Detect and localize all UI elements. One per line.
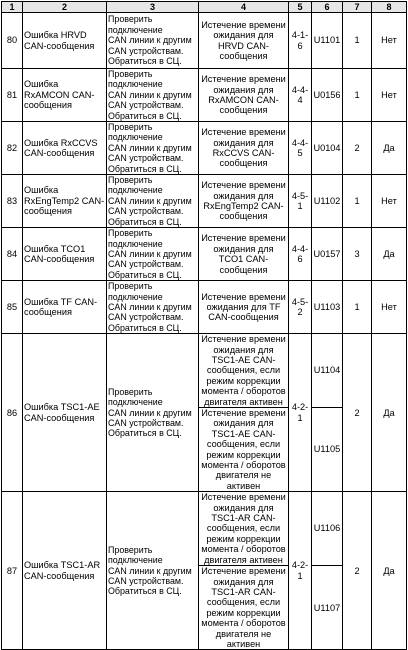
table-row — [2, 281, 407, 334]
table-row — [2, 13, 407, 69]
column-header: 2 — [23, 2, 107, 13]
recommendation-line: CAN устройствам. — [108, 576, 184, 586]
recommendation-line: CAN устройствам. — [108, 45, 184, 56]
blink-code: 4-4-5 — [289, 122, 312, 175]
recommendation-line: Проверить — [108, 544, 153, 555]
fault-condition-active: Истечение времени ожидания для TSC1-AE CAN-сообщения, если режим коррекции момента / оборотов двигателя активен — [199, 334, 289, 408]
recommendation-line: Обратиться в СЦ. — [108, 269, 182, 280]
dtc-code: U0156 — [312, 69, 343, 122]
recommendation-line: Обратиться в СЦ. — [108, 322, 182, 333]
fault-code-table — [1, 1, 407, 650]
recommendation-line: Проверить — [108, 281, 153, 292]
row-number: 86 — [2, 334, 23, 492]
recommendation-line: Проверить — [108, 14, 153, 25]
recommendation-line: Проверить — [108, 69, 153, 79]
dtc-code: U1103 — [312, 281, 343, 334]
row-number: 80 — [2, 13, 23, 69]
column-header: 4 — [199, 2, 289, 13]
dtc-code: U0157 — [312, 228, 343, 281]
fault-condition-inactive: Истечение времени ожидания для TSC1-AE CAN-сообщения, если режим коррекции момента / оборотов двигателя не активен — [199, 408, 289, 492]
table-row — [2, 334, 407, 408]
recommendation-line: подключение — [108, 555, 163, 566]
severity-level: 1 — [343, 13, 372, 69]
dtc-code-active: U1104 — [312, 334, 343, 408]
severity-level: 2 — [343, 492, 372, 650]
severity-level: 1 — [343, 175, 372, 228]
stop-flag: Нет — [372, 69, 407, 122]
recommendation-line: CAN линии к другим — [108, 248, 192, 259]
severity-level: 1 — [343, 281, 372, 334]
severity-level: 1 — [343, 69, 372, 122]
dtc-code-inactive: U1107 — [312, 566, 343, 650]
dtc-code: U0104 — [312, 122, 343, 175]
recommendation-line: подключение — [108, 185, 163, 196]
stop-flag: Нет — [372, 281, 407, 334]
recommendation-line: CAN устройствам. — [108, 206, 184, 217]
recommendation — [107, 228, 199, 281]
fault-name: Ошибка RxAMCON CAN-сообщения — [23, 69, 107, 122]
recommendation-line: CAN линии к другим — [108, 142, 192, 153]
blink-code: 4-2-1 — [289, 334, 312, 492]
table-row — [2, 228, 407, 281]
recommendation-line: Обратиться в СЦ. — [108, 56, 182, 67]
recommendation-line: подключение — [108, 397, 163, 408]
fault-condition: Истечение времени ожидания для RxEngTemp2 CAN-сообщения — [199, 175, 289, 228]
recommendation-line: подключение — [108, 24, 163, 35]
fault-condition: Истечение времени ожидания для RxCCVS CAN-сообщения — [199, 122, 289, 175]
recommendation — [107, 122, 199, 175]
dtc-code-active: U1106 — [312, 492, 343, 566]
column-header: 7 — [343, 2, 372, 13]
row-number: 83 — [2, 175, 23, 228]
column-header: 6 — [312, 2, 343, 13]
fault-name: Ошибка TF CAN-сообщения — [23, 281, 107, 334]
stop-flag: Нет — [372, 13, 407, 69]
recommendation-line: CAN устройствам. — [108, 100, 184, 111]
recommendation-line: Обратиться в СЦ. — [108, 110, 182, 121]
stop-flag: Да — [372, 228, 407, 281]
fault-condition-inactive: Истечение времени ожидания для TSC1-AR CAN-сообщения, если режим коррекции момента / оборотов двигателя не активен — [199, 566, 289, 650]
blink-code: 4-5-2 — [289, 281, 312, 334]
dtc-code: U1102 — [312, 175, 343, 228]
recommendation-line: Обратиться в СЦ. — [108, 163, 182, 174]
table-row — [2, 69, 407, 122]
blink-code: 4-4-6 — [289, 228, 312, 281]
table-row — [2, 492, 407, 566]
recommendation-line: подключение — [108, 132, 163, 143]
recommendation — [107, 175, 199, 228]
stop-flag: Да — [372, 334, 407, 492]
recommendation-line: подключение — [108, 79, 163, 90]
recommendation-line: CAN линии к другим — [108, 35, 192, 46]
fault-condition: Истечение времени ожидания для TF CAN-сообщения — [199, 281, 289, 334]
recommendation-line: Обратиться в СЦ. — [108, 216, 182, 227]
header-row — [2, 2, 407, 13]
column-header: 5 — [289, 2, 312, 13]
table-row — [2, 175, 407, 228]
fault-name: Ошибка TCO1 CAN-сообщения — [23, 228, 107, 281]
blink-code: 4-4-4 — [289, 69, 312, 122]
dtc-code-inactive: U1105 — [312, 408, 343, 492]
recommendation — [107, 69, 199, 122]
recommendation-line: подключение — [108, 291, 163, 302]
fault-condition: Истечение времени ожидания для HRVD CAN-сообщения — [199, 13, 289, 69]
recommendation-line: Проверить — [108, 122, 153, 133]
dtc-code: U1101 — [312, 13, 343, 69]
row-number: 84 — [2, 228, 23, 281]
recommendation-line: CAN устройствам. — [108, 312, 184, 323]
recommendation-line: CAN устройствам. — [108, 153, 184, 164]
fault-condition: Истечение времени ожидания для RxAMCON CAN-сообщения — [199, 69, 289, 122]
recommendation-line: CAN линии к другим — [108, 195, 192, 206]
row-number: 82 — [2, 122, 23, 175]
recommendation-line: Обратиться в СЦ. — [108, 428, 182, 439]
recommendation-line: подключение — [108, 238, 163, 249]
recommendation-line: Проверить — [108, 386, 153, 397]
recommendation — [107, 492, 199, 650]
fault-condition-active: Истечение времени ожидания для TSC1-AR CAN-сообщения, если режим коррекции момента / оборотов двигателя активен — [199, 492, 289, 566]
row-number: 87 — [2, 492, 23, 650]
recommendation — [107, 281, 199, 334]
recommendation-line: Проверить — [108, 228, 153, 239]
blink-code: 4-1-6 — [289, 13, 312, 69]
recommendation-line: Проверить — [108, 175, 153, 186]
recommendation-line: CAN устройствам. — [108, 417, 184, 428]
row-number: 85 — [2, 281, 23, 334]
recommendation-line: CAN устройствам. — [108, 259, 184, 270]
blink-code: 4-5-1 — [289, 175, 312, 228]
column-header: 1 — [2, 2, 23, 13]
recommendation-line: CAN линии к другим — [108, 407, 192, 418]
recommendation-line: CAN линии к другим — [108, 565, 192, 576]
severity-level: 2 — [343, 122, 372, 175]
recommendation-line: CAN линии к другим — [108, 301, 192, 312]
column-header: 3 — [107, 2, 199, 13]
stop-flag: Нет — [372, 175, 407, 228]
column-header: 8 — [372, 2, 407, 13]
fault-condition: Истечение времени ожидания для TCO1 CAN-сообщения — [199, 228, 289, 281]
recommendation — [107, 334, 199, 492]
fault-name: Ошибка RxCCVS CAN-сообщения — [23, 122, 107, 175]
stop-flag: Да — [372, 492, 407, 650]
severity-level: 2 — [343, 334, 372, 492]
severity-level: 3 — [343, 228, 372, 281]
fault-name: Ошибка HRVD CAN-сообщения — [23, 13, 107, 69]
row-number: 81 — [2, 69, 23, 122]
recommendation — [107, 13, 199, 69]
recommendation-line: Обратиться в СЦ. — [108, 586, 182, 597]
recommendation-line: CAN линии к другим — [108, 89, 192, 100]
fault-name: Ошибка TSC1-AE CAN-сообщения — [23, 334, 107, 492]
fault-name: Ошибка RxEngTemp2 CAN-сообщения — [23, 175, 107, 228]
table-row — [2, 122, 407, 175]
fault-name: Ошибка TSC1-AR CAN-сообщения — [23, 492, 107, 650]
stop-flag: Да — [372, 122, 407, 175]
blink-code: 4-2-1 — [289, 492, 312, 650]
